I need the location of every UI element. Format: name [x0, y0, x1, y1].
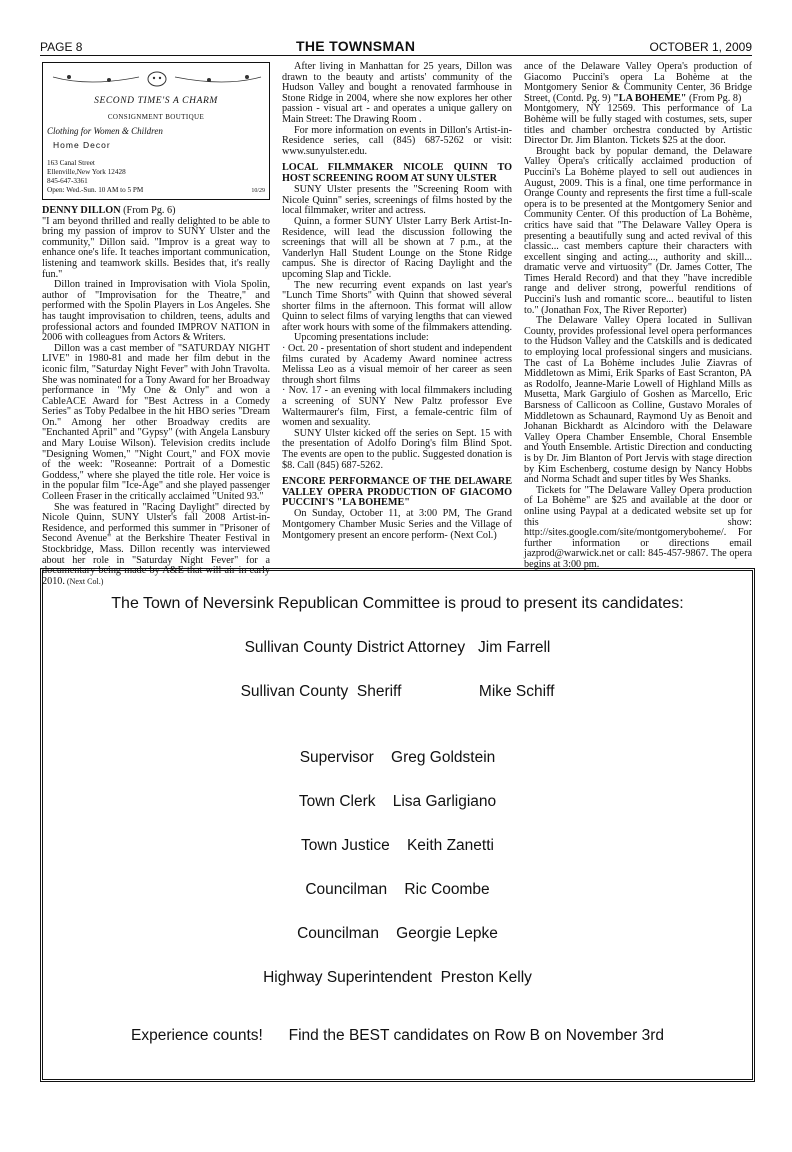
article-paragraph: The new recurring event expands on last year's "Lunch Time Shorts" with Quinn that showed several shorter films in the afternoon. This format will allow Quinn to select films of varying lengths that can viewed after work hours with some of the filmmakers attending.: [282, 279, 513, 333]
boutique-name: SECOND TIME'S A CHARM: [94, 96, 218, 106]
article-paragraph: She was featured in "Racing Daylight" directed by Nicole Quinn, SUNY Ulster's fall 2008 Artist-in-Residence, and performed this summer in "Prisoner of Second Avenue" at the Berkshire Theater Festival in Stockbridge, Mass. Dillon recently was interviewed about her role in "Saturday Night Fever" for a documentary being made by A&E that will air in early 2010. (Next Col.): [42, 501, 270, 587]
political-ad: [40, 568, 755, 1082]
article-paragraph: Dillon was a cast member of "SATURDAY NIGHT LIVE" in 1980-81 and made her film debut in the iconic film, "Saturday Night Fever" with John Travolta. She was nominated for a Tony Award for her Broadway performance in "My One & Only" and won a CableACE Award for "Best Actress in a Comedy Series" as Toby Pedalbee in the hit HBO series "Dream On." Among her other Broadway credits are "Enchanted April" and "Gypsy" (with Angela Lansbury and Mary Louise Wilson). Television credits include "Designing Women," "Night Court," and FOX movie of the week: "Roseanne: Portrait of a Domestic Goddess," where she played the title role. Her voice is in the popular film "Ice-Age" and she played passenger Colleen Fraser in the critically acclaimed "United 93.": [42, 342, 270, 503]
ad-footer: Experience counts! Find the BEST candidates on Row B on November 3rd: [130, 1027, 665, 1044]
ornament-garland-icon: [49, 71, 265, 87]
list-item: · Nov. 17 - an evening with local filmmakers including a screening of SUNY New Paltz professor Eve Waltermaurer's film, First, a female-centric film of women and sexuality.: [282, 385, 512, 429]
article-paragraph: SUNY Ulster presents the "Screening Room with Nicole Quinn" series, screenings of films hosted by the local filmmaker, writer and actress.: [282, 184, 512, 217]
candidate-sheriff: Sullivan County Sheriff Mike Schiff: [240, 683, 555, 700]
article-paragraph: Brought back by popular demand, the Delaware Valley Opera's critically acclaimed production of Puccini's La Bohème played to sell out audiences in August, 2009. This is a final, one time performance in Orange County and represents the first time a full-scale opera is to be presented at the Montgomery Senior and Community Center. Of this production of La Bohème, critics have said that "The Delaware Valley Opera is presenting a beautifully sung and acted revival of this classic... cast members capture their characters with excellent singing and acting..., authority and skill... dramatic verve and virtuosity" (Dr. James Cotter, The Times Herald Record) and that they "have incredible range and deliver strong, powerful renditions of Puccini's lush and romantic score... beautiful to listen to." (Jonathan Fox, The River Reporter): [524, 145, 752, 316]
ad-code: 10/29: [251, 188, 265, 195]
article-paragraph: Montgomery, NY 12569. This performance of La Bohème will be fully staged with costumes, sets, super titles and chamber orchestra conducted by Artistic Director Dr. Jim Blanton. Tickets $25 at the door.: [524, 103, 752, 147]
article-headline: LOCAL FILMMAKER NICOLE QUINN TO HOST SCREENING ROOM AT SUNY ULSTER: [282, 162, 512, 184]
ad-intro: The Town of Neversink Republican Committee is proud to present its candidates:: [111, 595, 684, 612]
article-paragraph: "I am beyond thrilled and really delighted to be able to bring my passion of improv to SUNY Ulster and the community," Dillon said. "Improv is a great way to enhance one's life. It teaches important communication, listening and teamwork skills. Besides that, it's really fun.": [42, 215, 270, 280]
issue-date: OCTOBER 1, 2009: [649, 40, 752, 54]
column-3: [524, 62, 752, 571]
article-paragraph: The Delaware Valley Opera located in Sullivan County, provides professional level opera performances to the Hudson Valley and the Catskills and is dedicated to employing local professional singers and musicians. The cast of La Bohème includes Julie Ziavras of Middletown as Mimi, Erik Sparks of East Scranton, PA as Rodolfo, Jeanne-Marie Lowell of Highland Mills as Musetta, Mark Gargiulo of Goshen as Marcello, Eric Barsness of Callicoon as Colline, Gustavo Morales of Middletown as Schaunard, Raymond Uy as Benoit and Johanan Bickhardt as Alcindoro with the Delaware Valley Opera Chamber Ensemble, Choral Ensemble and Youth Ensemble. Artistic Direction and conducting is by Dr. Jim Blanton of Port Jervis with stage direction by Kim Eschenberg, costume design by Nancy Hobbs and Norma Schadt and super titles by Wes Shanks.: [524, 315, 752, 486]
boutique-clothing: Clothing for Women & Children: [47, 126, 163, 136]
candidate-town-justice: Town Justice Keith Zanetti: [301, 837, 494, 854]
article-paragraph: Quinn, a former SUNY Ulster Larry Berk Artist-In-Residence, will lead the discussion following the screenings that will all be shown at 7 p.m., at the Vanderlyn Hall Student Lounge on the Stone Ridge campus. She is director of Racing Daylight and the upcoming Slap and Tickle.: [282, 215, 512, 280]
article-paragraph: For more information on events in Dillon's Artist-in-Residence series, call (845) 687-5262 or visit: www.sunyulster.edu.: [282, 124, 512, 157]
page-number: PAGE 8: [40, 40, 83, 54]
article-lead: DENNY DILLON (From Pg. 6): [42, 205, 176, 216]
article-paragraph: ance of the Delaware Valley Opera's production of Giacomo Puccini's opera La Bohème at the Montgomery Senior & Community Center, 36 Bridge Street, (Contd. Pg. 9) "LA BOHEME" (From Pg. 8): [524, 61, 752, 104]
boutique-home-decor: Home Decor: [53, 140, 111, 150]
article-paragraph: Upcoming presentations include:: [294, 332, 429, 344]
article-paragraph: SUNY Ulster kicked off the series on Sept. 15 with the presentation of Adolfo Doring's film Blind Spot. The events are open to the public. Suggested donation is $8. Call (845) 687-5262.: [282, 427, 512, 471]
article-paragraph: On Sunday, October 11, at 3:00 PM, The Grand Montgomery Chamber Music Series and the Village of Montgomery present an encore perform- (Next Col.): [282, 508, 512, 541]
candidate-councilman-2: Councilman Georgie Lepke: [297, 925, 498, 942]
candidate-highway-superintendent: Highway Superintendent Preston Kelly: [263, 969, 532, 986]
article-paragraph: Dillon trained in Improvisation with Viola Spolin, author of "Improvisation for the Theatre," and performed with the Spolin Players in Los Angeles. She has taught improvisation to children, teens, adults and professional actors and founded IMPROV NATION in 2006 with colleagues from Actors & Writers.: [42, 279, 270, 344]
candidate-district-attorney: Sullivan County District Attorney Jim Farrell: [244, 639, 551, 656]
column-1: [42, 62, 270, 587]
list-item: · Oct. 20 - presentation of short student and independent films curated by Academy Award nominee actress Melissa Leo as a visual memoir of her career as seen through short films: [282, 343, 512, 386]
header-rule: [40, 55, 752, 56]
boutique-subtitle: CONSIGNMENT BOUTIQUE: [107, 113, 205, 121]
candidate-councilman-1: Councilman Ric Coombe: [305, 881, 490, 898]
article-paragraph: After living in Manhattan for 25 years, Dillon was drawn to the beauty and artists' community of the Hudson Valley and bought a renovated farmhouse in Stone Ridge in 2004, where she now explores her other passion - visual art - and operates a unique gallery on Main Street: The Drawing Room .: [282, 61, 512, 125]
candidate-supervisor: Supervisor Greg Goldstein: [299, 749, 496, 766]
candidate-town-clerk: Town Clerk Lisa Garligiano: [298, 793, 497, 810]
boutique-ad: [42, 62, 270, 200]
boutique-address: 163 Canal Street Ellenville,New York 12428 845-647-3361 Open: Wed.-Sun. 10 AM to 5 PM: [47, 159, 144, 194]
page-header: [40, 38, 752, 56]
article-paragraph: Tickets for "The Delaware Valley Opera production of La Bohème" are $25 and available at the door or online using Paypal at a dedicated website set up for this show: http://sites.google.com/site/montgomeryboheme/. For further information or directions email jazprod@warwick.net or call: 845-457-9867. The opera begins at 3:00 pm.: [524, 484, 752, 570]
article-headline: ENCORE PERFORMANCE OF THE DELAWARE VALLEY OPERA PRODUCTION OF GIACOMO PUCCINI'S "LA BOHEME": [282, 476, 512, 508]
column-2: [282, 62, 512, 541]
newspaper-name: THE TOWNSMAN: [296, 38, 416, 54]
